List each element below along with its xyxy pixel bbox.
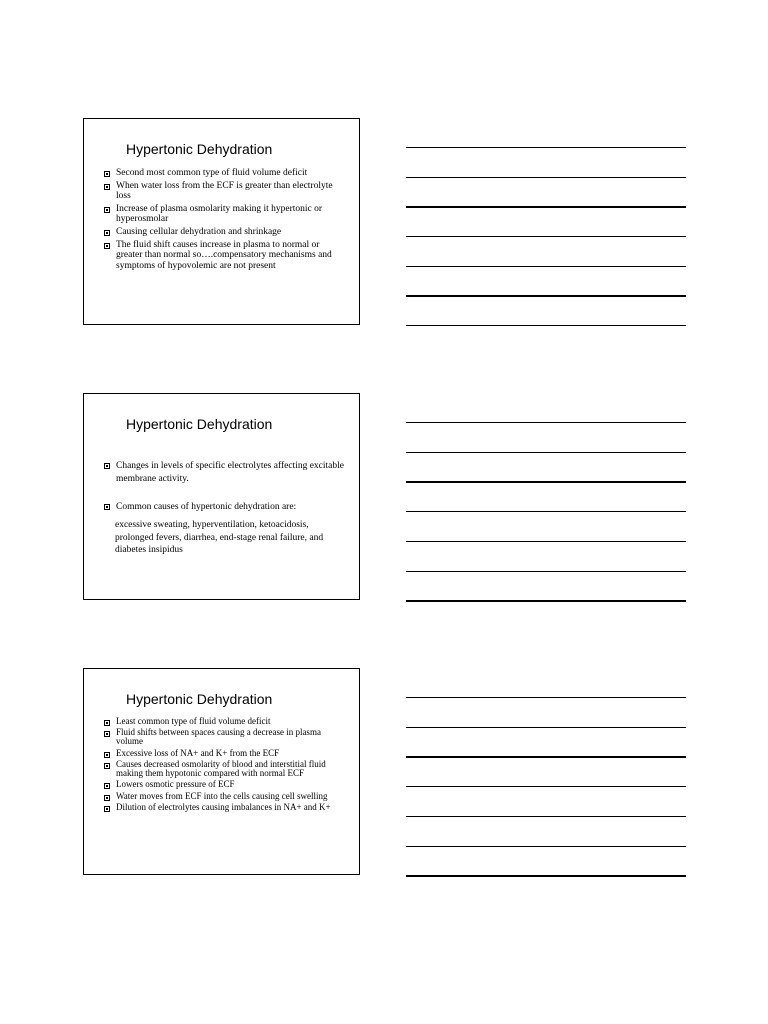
- note-line: [406, 571, 686, 572]
- bullet-item: Least common type of fluid volume deficit: [104, 717, 347, 726]
- note-line: [406, 481, 686, 483]
- note-line: [406, 541, 686, 542]
- note-line: [406, 846, 686, 847]
- bullet-item: Changes in levels of specific electrolytes affecting excitable membrane activity.: [104, 460, 347, 485]
- bullet-item: The fluid shift causes increase in plasma to normal or greater than normal so….compensatory mechanisms and symptoms of hypovolemic are not present: [104, 240, 347, 272]
- note-line: [406, 206, 686, 208]
- bullet-item: Dilution of electrolytes causing imbalances in NA+ and K+: [104, 803, 347, 812]
- bullet-list: [104, 717, 347, 814]
- note-line: [406, 147, 686, 148]
- slide-title: Hypertonic Dehydration: [126, 416, 273, 432]
- slide-3: [83, 668, 360, 875]
- slide-title: Hypertonic Dehydration: [126, 691, 273, 707]
- note-line: [406, 816, 686, 817]
- slide-1: [83, 118, 360, 325]
- note-line: [406, 600, 686, 602]
- note-line: [406, 177, 686, 178]
- note-line: [406, 295, 686, 297]
- bullet-item: Increase of plasma osmolarity making it hypertonic or hyperosmolar: [104, 204, 347, 225]
- bullet-item: Excessive loss of NA+ and K+ from the ECF: [104, 749, 347, 758]
- causes-detail-text: excessive sweating, hyperventilation, ketoacidosis, prolonged fevers, diarrhea, end-stage renal failure, and diabetes insipidus: [115, 520, 324, 555]
- note-line: [406, 786, 686, 787]
- note-line: [406, 756, 686, 758]
- bullet-item: Water moves from ECF into the cells causing cell swelling: [104, 792, 347, 801]
- bullet-item: Fluid shifts between spaces causing a decrease in plasma volume: [104, 728, 347, 746]
- bullet-item: Second most common type of fluid volume deficit: [104, 168, 347, 179]
- note-line: [406, 875, 686, 877]
- note-line: [406, 325, 686, 326]
- bullet-item: Causes decreased osmolarity of blood and interstitial fluid making them hypotonic compared with normal ECF: [104, 760, 347, 778]
- note-line: [406, 266, 686, 267]
- bullet-list: [104, 460, 347, 514]
- bullet-list: [104, 168, 347, 273]
- slide-title: Hypertonic Dehydration: [126, 141, 273, 157]
- note-line: [406, 452, 686, 453]
- bullet-item: Causing cellular dehydration and shrinkage: [104, 227, 347, 238]
- bullet-item: Lowers osmotic pressure of ECF: [104, 780, 347, 789]
- slide-2: [83, 393, 360, 600]
- note-line: [406, 697, 686, 698]
- note-line: [406, 727, 686, 728]
- note-line: [406, 511, 686, 512]
- bullet-item: Common causes of hypertonic dehydration are:: [104, 501, 347, 514]
- note-line: [406, 422, 686, 423]
- note-line: [406, 236, 686, 237]
- bullet-item: When water loss from the ECF is greater than electrolyte loss: [104, 181, 347, 202]
